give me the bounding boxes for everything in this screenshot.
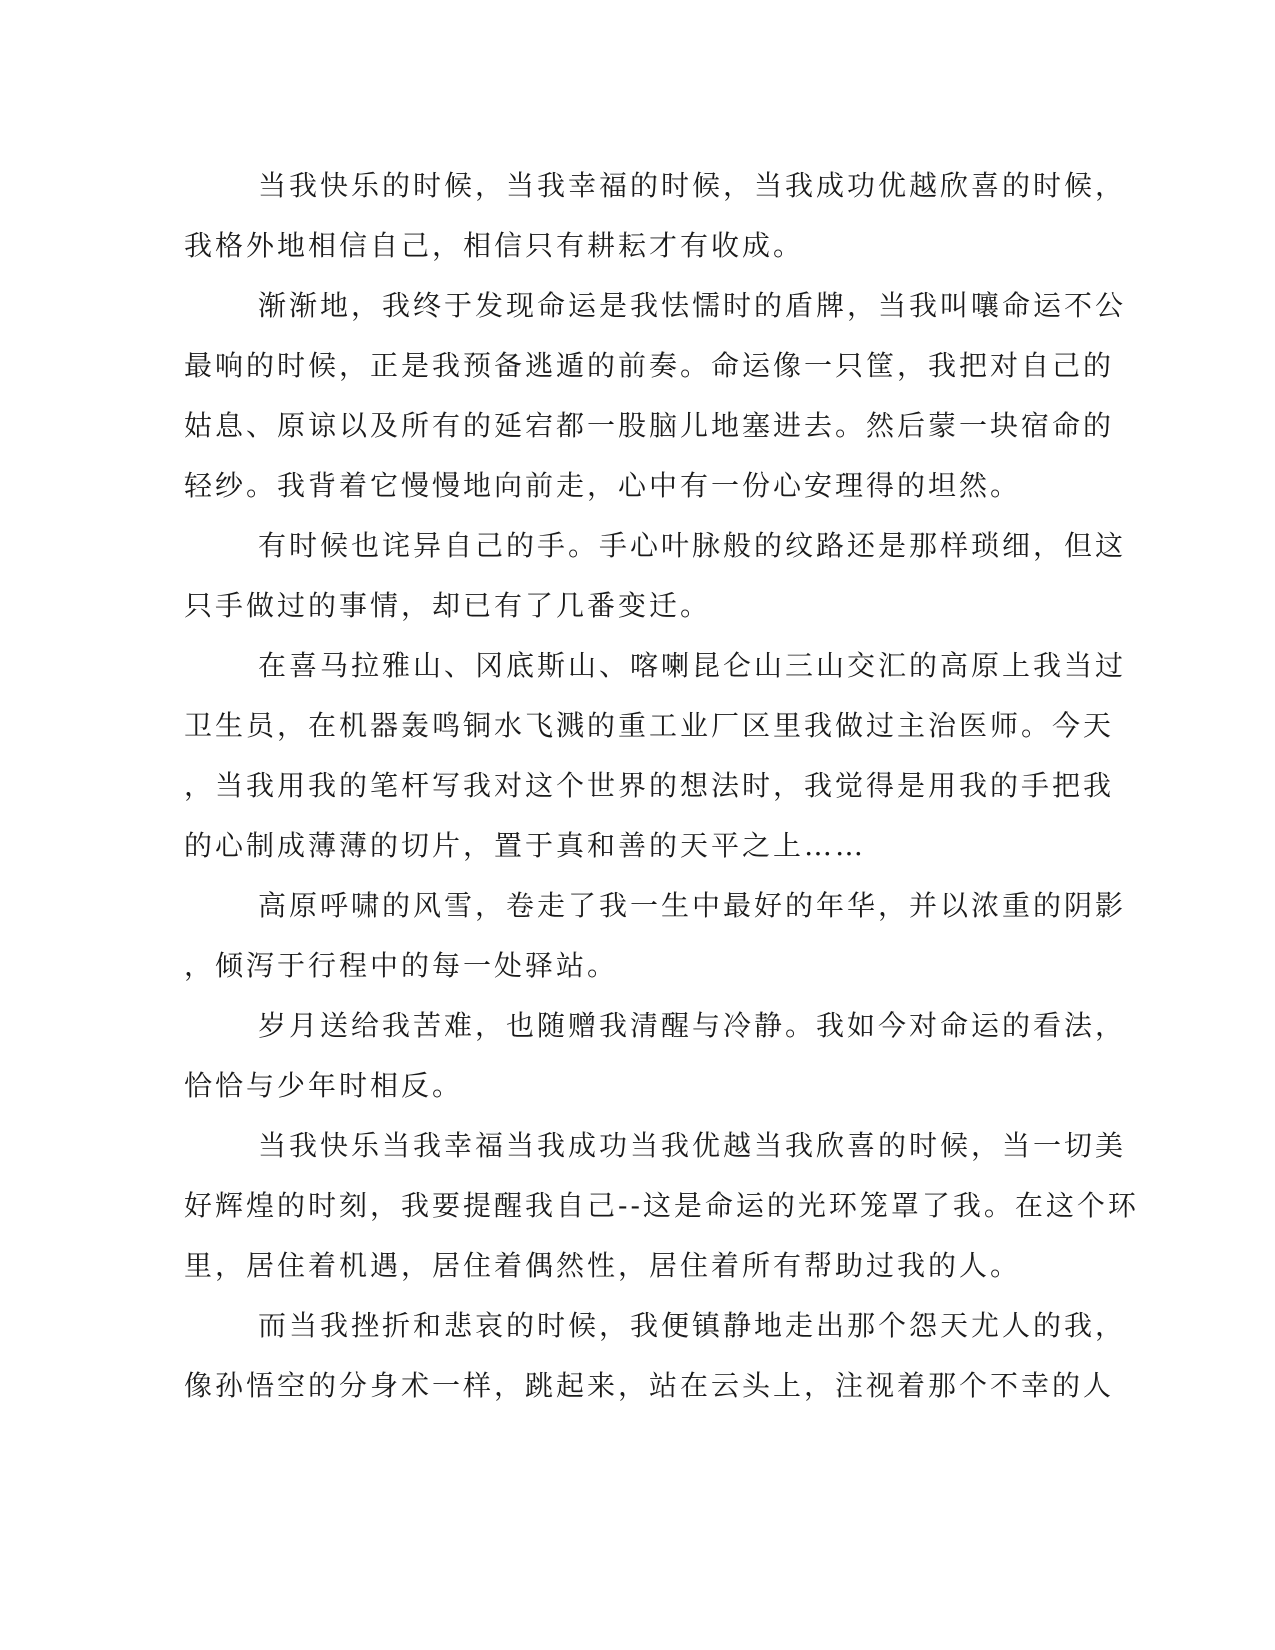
text-line: ，倾泻于行程中的每一处驿站。 bbox=[184, 949, 619, 982]
paragraph-1 bbox=[184, 156, 1127, 276]
text-line: 只手做过的事情，却已有了几番变迁。 bbox=[184, 589, 712, 622]
paragraph-4 bbox=[184, 636, 1127, 876]
text-line: 有时候也诧异自己的手。手心叶脉般的纹路还是那样琐细，但这 bbox=[258, 529, 1127, 562]
text-line: 恰恰与少年时相反。 bbox=[184, 1069, 464, 1102]
text-line: 轻纱。我背着它慢慢地向前走，心中有一份心安理得的坦然。 bbox=[184, 469, 1022, 502]
text-line: 渐渐地，我终于发现命运是我怯懦时的盾牌，当我叫嚷命运不公 bbox=[258, 289, 1127, 322]
text-line: 岁月送给我苦难，也随赠我清醒与冷静。我如今对命运的看法， bbox=[258, 1009, 1127, 1042]
text-line: 姑息、原谅以及所有的延宕都一股脑儿地塞进去。然后蒙一块宿命的 bbox=[184, 409, 1115, 442]
text-line: 好辉煌的时刻，我要提醒我自己--这是命运的光环笼罩了我。在这个环 bbox=[184, 1189, 1139, 1222]
text-line: 的心制成薄薄的切片，置于真和善的天平之上…… bbox=[184, 829, 867, 862]
article-body bbox=[184, 156, 1139, 1416]
text-line: 像孙悟空的分身术一样，跳起来，站在云头上，注视着那个不幸的人 bbox=[184, 1369, 1115, 1402]
text-line: 当我快乐的时候，当我幸福的时候，当我成功优越欣喜的时候， bbox=[258, 169, 1127, 202]
text-line: 我格外地相信自己，相信只有耕耘才有收成。 bbox=[184, 229, 805, 262]
paragraph-6 bbox=[184, 996, 1127, 1116]
text-line: 当我快乐当我幸福当我成功当我优越当我欣喜的时候，当一切美 bbox=[258, 1129, 1127, 1162]
text-line: 卫生员，在机器轰鸣铜水飞溅的重工业厂区里我做过主治医师。今天 bbox=[184, 709, 1115, 742]
paragraph-3 bbox=[184, 516, 1127, 636]
paragraph-8 bbox=[184, 1296, 1127, 1416]
paragraph-2 bbox=[184, 276, 1127, 516]
paragraph-5 bbox=[184, 876, 1127, 996]
paragraph-7 bbox=[184, 1116, 1139, 1296]
text-line: ，当我用我的笔杆写我对这个世界的想法时，我觉得是用我的手把我 bbox=[184, 769, 1115, 802]
text-line: 高原呼啸的风雪，卷走了我一生中最好的年华，并以浓重的阴影 bbox=[258, 889, 1127, 922]
text-line: 最响的时候，正是我预备逃遁的前奏。命运像一只筐，我把对自己的 bbox=[184, 349, 1115, 382]
text-line: 里，居住着机遇，居住着偶然性，居住着所有帮助过我的人。 bbox=[184, 1249, 1022, 1282]
text-line: 而当我挫折和悲哀的时候，我便镇静地走出那个怨天尤人的我， bbox=[258, 1309, 1127, 1342]
text-line: 在喜马拉雅山、冈底斯山、喀喇昆仑山三山交汇的高原上我当过 bbox=[258, 649, 1127, 682]
